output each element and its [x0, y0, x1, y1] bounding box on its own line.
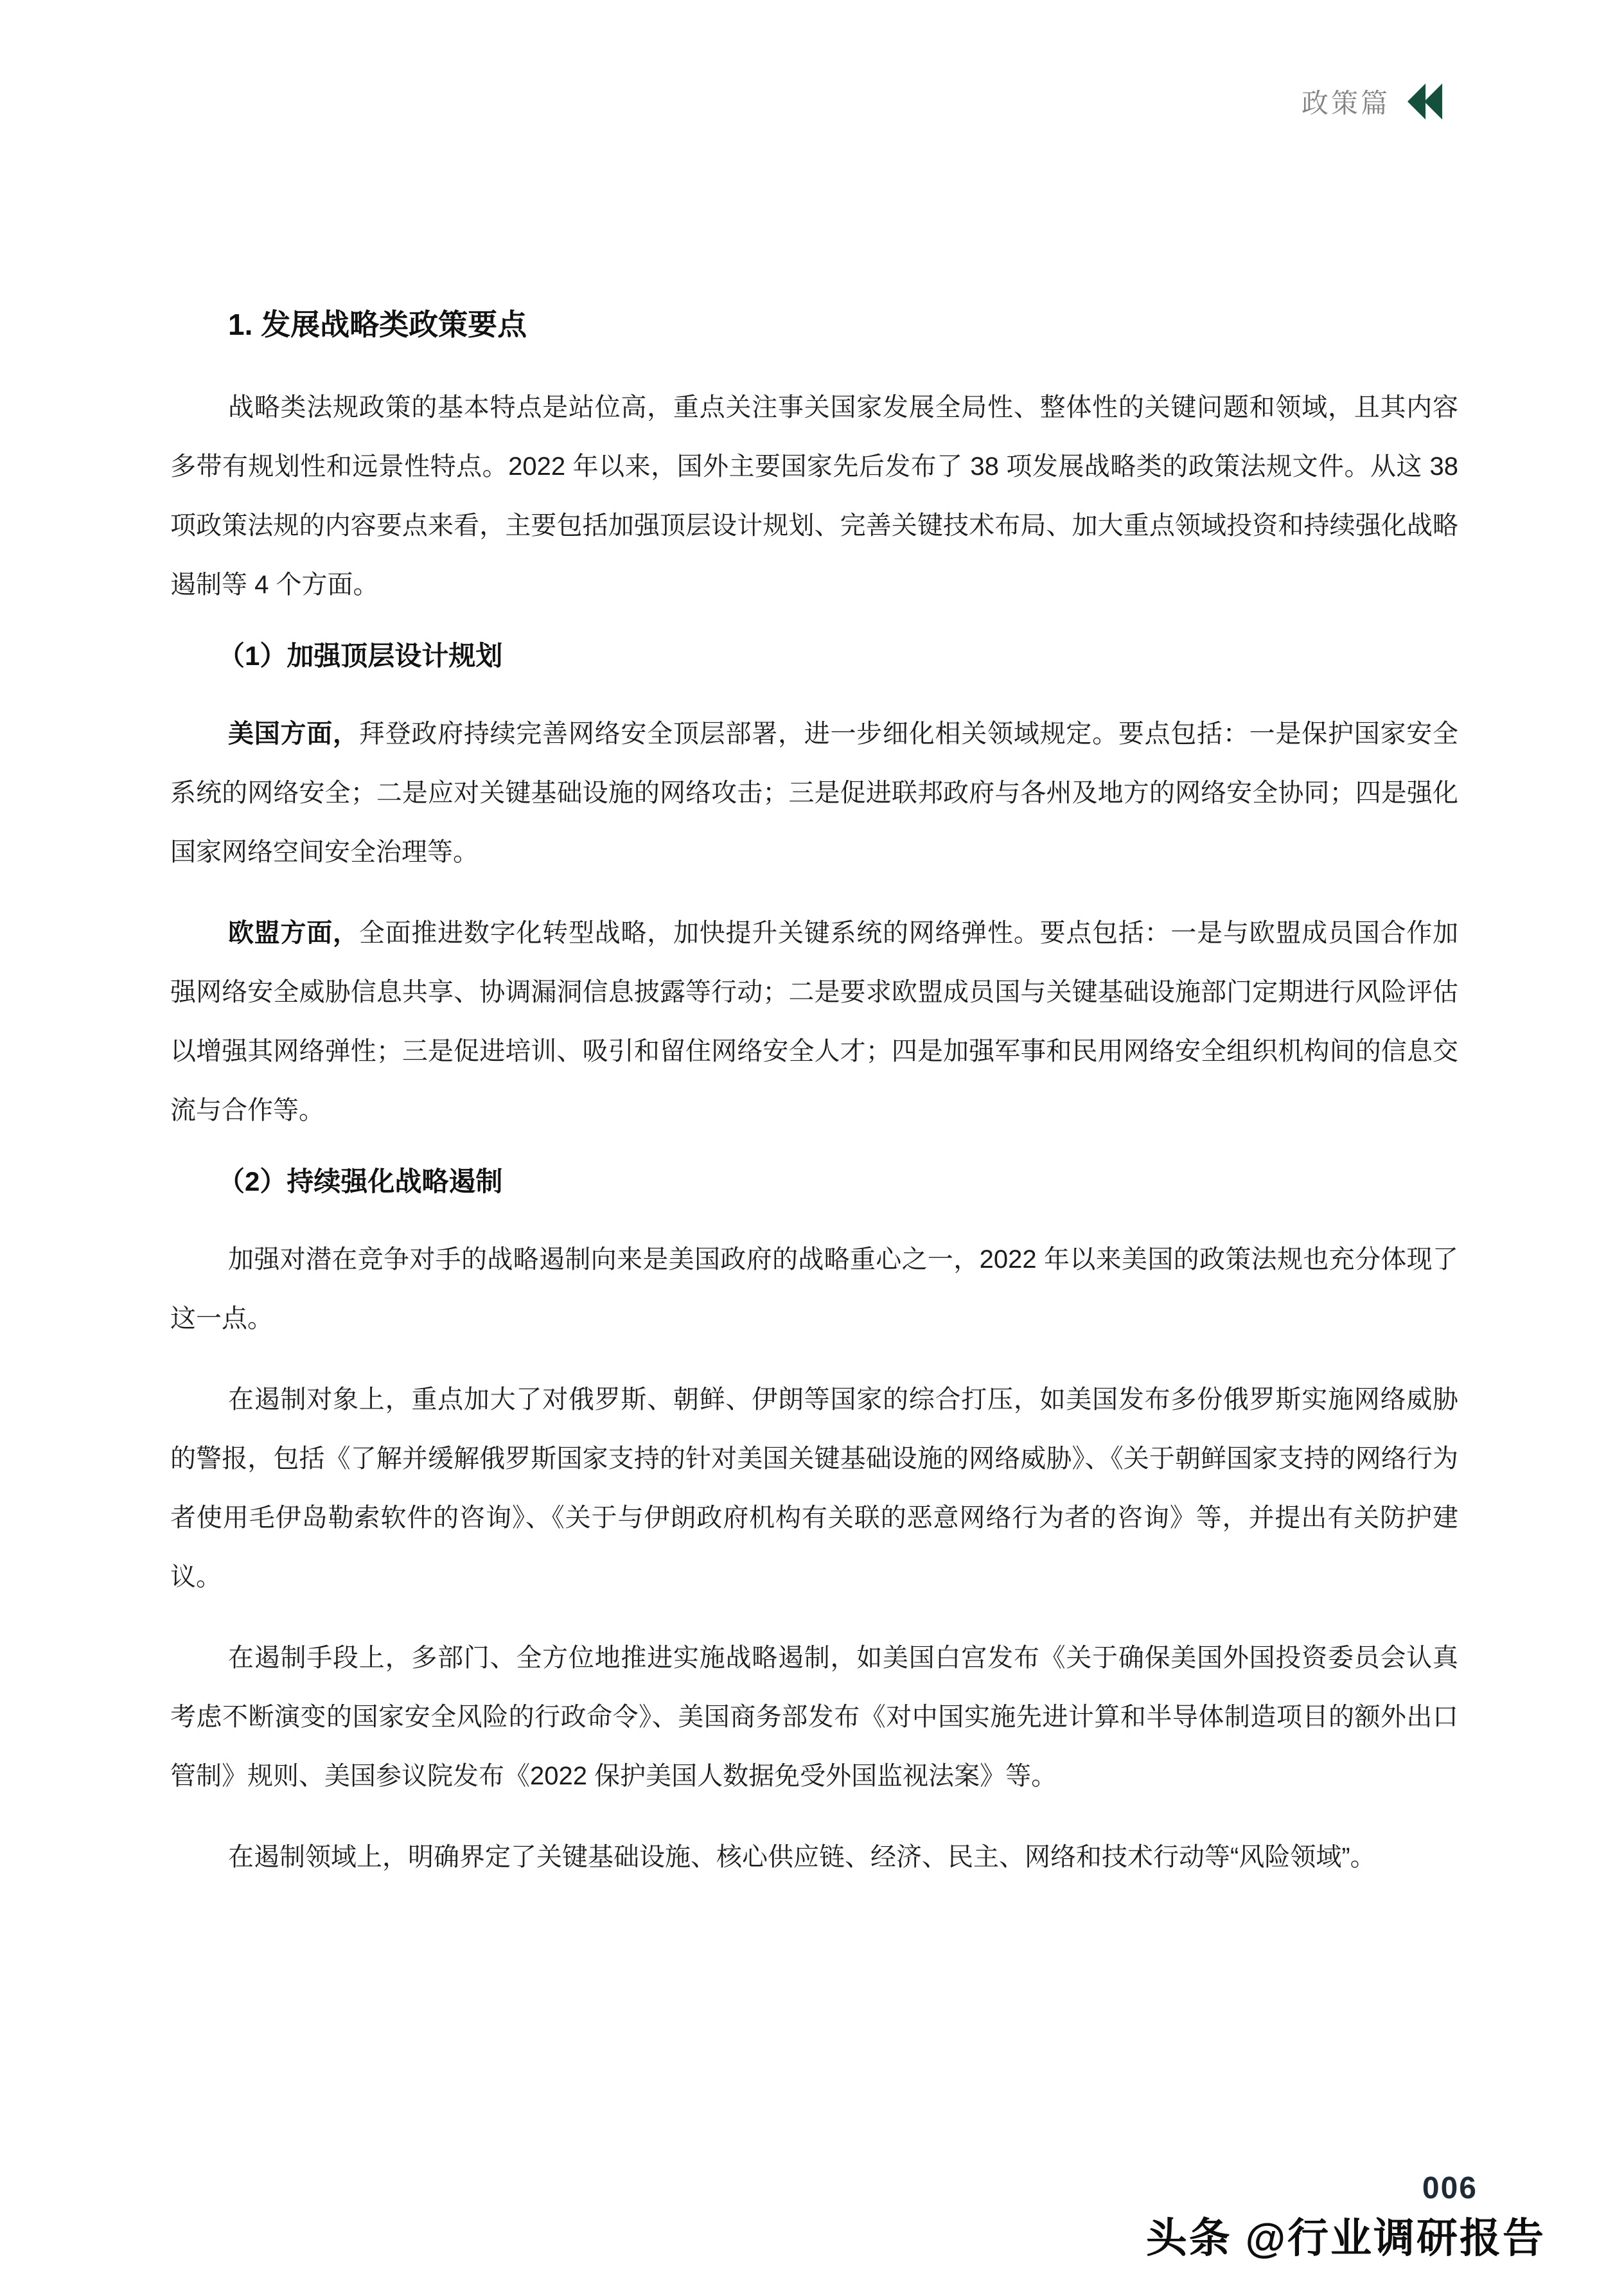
- paragraph-lead: 美国方面，: [228, 720, 359, 748]
- doc-title: 1. 发展战略类政策要点: [228, 308, 527, 341]
- paragraph-lead: 欧盟方面，: [228, 919, 359, 947]
- document-body: [170, 302, 1458, 1908]
- doc-paragraph: 美国方面，拜登政府持续完善网络安全顶层部署，进一步细化相关领域规定。要点包括：一是保护国家安全系统的网络安全；二是应对关键基础设施的网络攻击；三是促进联邦政府与各州及地方的网络安全协同；四是强化国家网络空间安全治理等。: [170, 720, 1459, 866]
- doc-paragraph: 战略类法规政策的基本特点是站位高，重点关注事关国家发展全局性、整体性的关键问题和领域，且其内容多带有规划性和远景性特点。2022 年以来，国外主要国家先后发布了 38 项发展战略类的政策法规文件。从这 38 项政策法规的内容要点来看，主要包括加强顶层设计规划、完善关键技术布局、加大重点领域投资和持续强化战略遏制等 4 个方面。: [170, 393, 1458, 599]
- rewind-icon: [1407, 83, 1443, 120]
- doc-paragraph: 在遏制领域上，明确界定了关键基础设施、核心供应链、经济、民主、网络和技术行动等“风险领域”。: [228, 1843, 1376, 1871]
- doc-paragraph: 在遏制手段上，多部门、全方位地推进实施战略遏制，如美国白宫发布《关于确保美国外国投资委员会认真考虑不断演变的国家安全风险的行政命令》、美国商务部发布《对中国实施先进计算和半导体制造项目的额外出口管制》规则、美国参议院发布《2022 保护美国人数据免受外国监视法案》等。: [170, 1644, 1458, 1790]
- page-header: [1302, 82, 1443, 121]
- doc-paragraph: 加强对潜在竞争对手的战略遏制向来是美国政府的战略重心之一，2022 年以来美国的政策法规也充分体现了这一点。: [170, 1245, 1458, 1333]
- doc-paragraph: 在遏制对象上，重点加大了对俄罗斯、朝鲜、伊朗等国家的综合打压，如美国发布多份俄罗斯实施网络威胁的警报，包括《了解并缓解俄罗斯国家支持的针对美国关键基础设施的网络威胁》、《关于朝鲜国家支持的网络行为者使用毛伊岛勒索软件的咨询》、《关于与伊朗政府机构有关联的恶意网络行为者的咨询》等，并提出有关防护建议。: [170, 1385, 1458, 1591]
- doc-paragraph: 欧盟方面，全面推进数字化转型战略，加快提升关键系统的网络弹性。要点包括：一是与欧盟成员国合作加强网络安全威胁信息共享、协调漏洞信息披露等行动；二是要求欧盟成员国与关键基础设施部门定期进行风险评估以增强其网络弹性；三是促进培训、吸引和留住网络安全人才；四是加强军事和民用网络安全组织机构间的信息交流与合作等。: [170, 919, 1459, 1125]
- page-number: 006: [1422, 2171, 1478, 2205]
- doc-heading: （2）持续强化战略遏制: [218, 1166, 503, 1196]
- section-label: 政策篇: [1301, 88, 1390, 118]
- doc-heading: （1）加强顶层设计规划: [218, 641, 503, 671]
- watermark-text: 头条 @行业调研报告: [1145, 2215, 1546, 2261]
